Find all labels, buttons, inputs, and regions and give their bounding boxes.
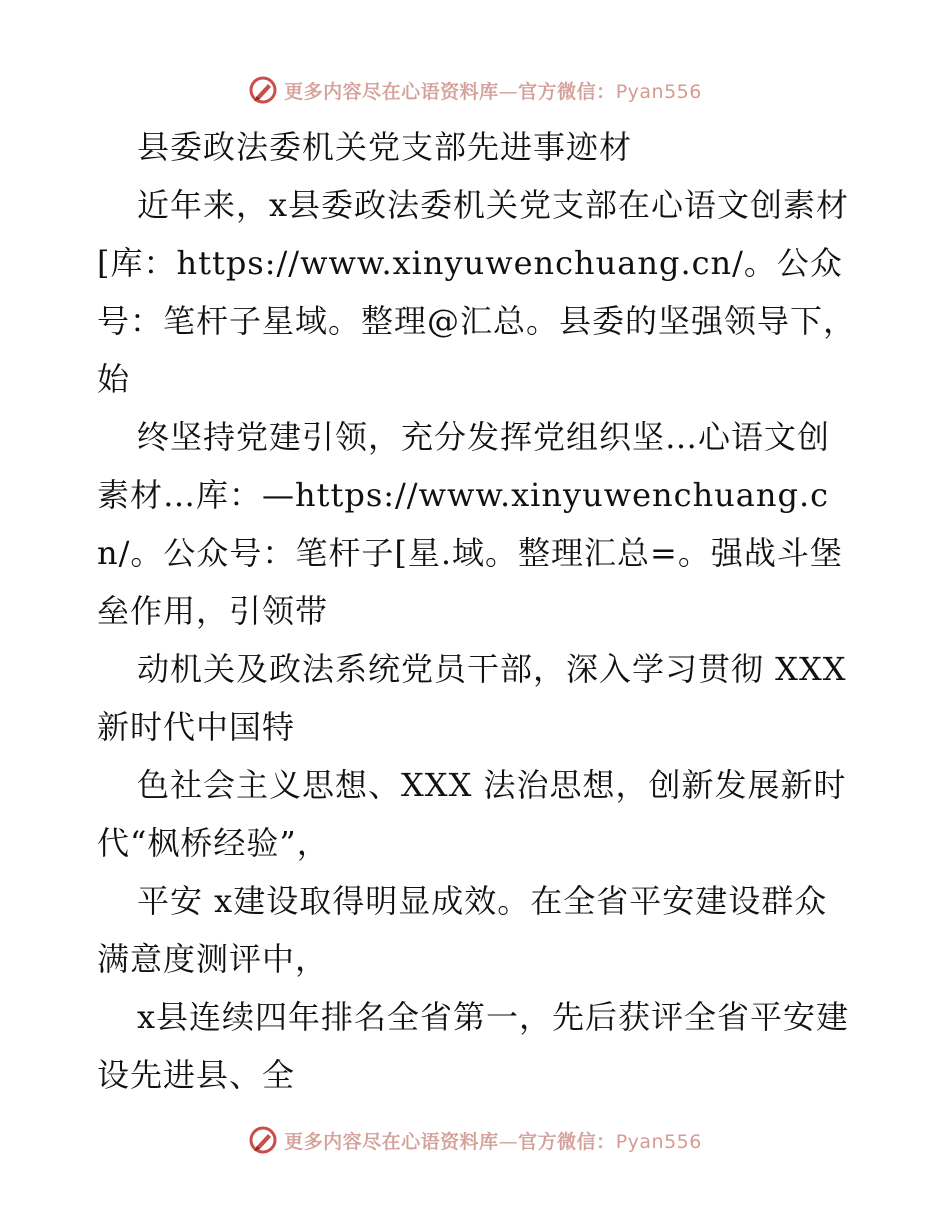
header-banner xyxy=(0,70,950,110)
banner-slogan: 更多内容尽在心语资料库 xyxy=(284,1130,499,1153)
paragraph: 动机关及政法系统党员干部，深入学习贯彻 XXX 新时代中国特 xyxy=(97,650,847,746)
banner-separator: — xyxy=(498,1130,519,1153)
pen-logo-icon xyxy=(248,75,278,105)
banner-label: 官方微信： xyxy=(518,80,616,103)
banner-label: 官方微信： xyxy=(518,1130,616,1153)
banner-account: Pyan556 xyxy=(615,1130,702,1153)
paragraph: 终坚持党建引领，充分发挥党组织坚…心语文创素材…库：—https://www.xinyuwenchuang.cn/。公众号：笔杆子[星.域。整理汇总=。强战斗堡垒作用，引领带 xyxy=(97,418,843,630)
banner-text xyxy=(284,77,702,104)
footer-banner xyxy=(0,1120,950,1160)
paragraph: 近年来，x县委政法委机关党支部在心语文创素材[库：https://www.xinyuwenchuang.cn/。公众号：笔杆子星域。整理@汇总。县委的坚强领导下，始 xyxy=(97,186,857,398)
banner-slogan: 更多内容尽在心语资料库 xyxy=(284,80,499,103)
paragraph: 平安 x建设取得明显成效。在全省平安建设群众满意度测评中， xyxy=(97,882,828,978)
banner-account: Pyan556 xyxy=(615,80,702,103)
document-body xyxy=(97,118,857,1104)
pen-logo-icon xyxy=(248,1125,278,1155)
document-title: 县委政法委机关党支部先进事迹材 xyxy=(137,128,633,166)
paragraph: x县连续四年排名全省第一，先后获评全省平安建设先进县、全 xyxy=(97,998,850,1094)
banner-separator: — xyxy=(498,80,519,103)
paragraph: 色社会主义思想、XXX 法治思想，创新发展新时代“枫桥经验”， xyxy=(97,766,847,862)
banner-text xyxy=(284,1127,702,1154)
